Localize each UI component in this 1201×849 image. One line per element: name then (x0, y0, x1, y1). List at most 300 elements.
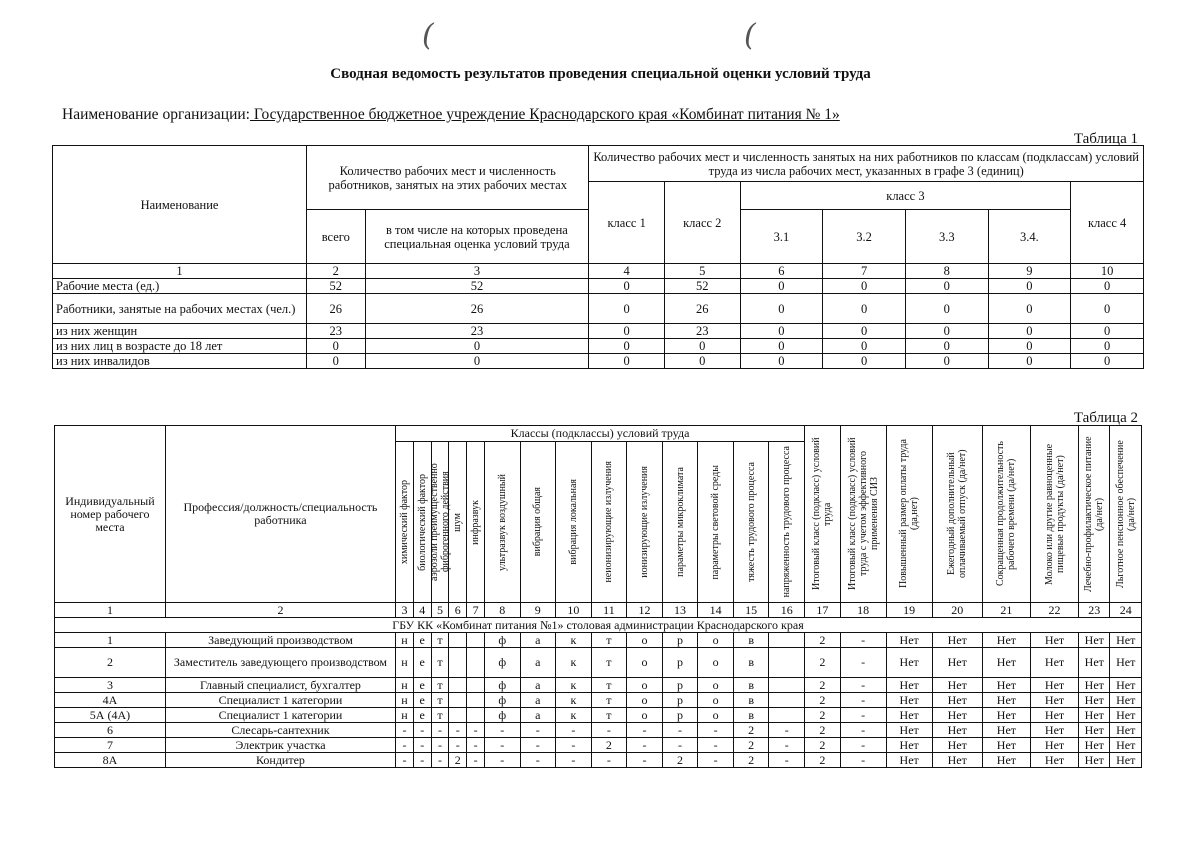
table2-cell: - (413, 738, 431, 753)
table1-head-class4: класс 4 (1071, 182, 1144, 264)
table1-cell: 52 (365, 279, 589, 294)
table2-cell: к (556, 693, 592, 708)
table1-cell: 26 (307, 294, 365, 324)
table2-profession: Специалист 1 категории (165, 693, 395, 708)
table2-workplace-no: 8А (55, 753, 166, 768)
table2-head-factor: тяжесть трудового процесса (733, 442, 769, 603)
table2-head-extra-4: Сокращенная продолжительность рабочего времени (да/нет) (982, 426, 1030, 603)
table2-cell: т (591, 678, 627, 693)
table1-cell: 0 (1071, 324, 1144, 339)
table1-cell: 0 (905, 279, 988, 294)
table2-colnum: 22 (1030, 603, 1078, 618)
table2-head-factor: неионизирующие излучения (591, 442, 627, 603)
page-title: Сводная ведомость результатов проведения специальной оценки условий труда (330, 66, 871, 82)
table2-cell: т (591, 648, 627, 678)
table1-head-group-a: Количество рабочих мест и численность работников, занятых на этих рабочих местах (307, 146, 589, 210)
table2-head-factor: биологический фактор (413, 442, 431, 603)
table2-head-extra-6: Лечебно-профилактическое питание (да/нет) (1079, 426, 1110, 603)
table2-cell: н (396, 693, 414, 708)
table2-cell: - (484, 738, 520, 753)
table2-cell: Нет (932, 648, 982, 678)
table2-head-factor: напряженность трудового процесса (769, 442, 805, 603)
table2-cell: - (769, 753, 805, 768)
table2-cell: Нет (1030, 738, 1078, 753)
table2-cell: - (413, 753, 431, 768)
table2-cell: - (556, 723, 592, 738)
table2-cell: - (556, 738, 592, 753)
table2-cell: - (591, 753, 627, 768)
table1-cell: 0 (307, 339, 365, 354)
punch-hole-mark: ( (422, 18, 434, 53)
table2-cell: Нет (1079, 693, 1110, 708)
table2-cell (449, 693, 467, 708)
table2-cell: ф (484, 648, 520, 678)
table2-cell: Нет (1079, 723, 1110, 738)
table2-cell (467, 633, 485, 648)
table2-cell: т (431, 693, 449, 708)
table2-cell: Нет (982, 708, 1030, 723)
table1-cell: 0 (589, 354, 665, 369)
table2-cell: Нет (1110, 648, 1142, 678)
table2-cell (769, 693, 805, 708)
table2-workplace-no: 1 (55, 633, 166, 648)
table2-cell: Нет (982, 678, 1030, 693)
table2-colnum: 20 (932, 603, 982, 618)
table1-cell: 0 (823, 279, 906, 294)
table1-head-class2: класс 2 (664, 182, 740, 264)
table2-colnum: 2 (165, 603, 395, 618)
table2-cell: - (396, 723, 414, 738)
table1-cell: 0 (988, 324, 1071, 339)
table1-colnum: 9 (988, 264, 1071, 279)
table2-caption: Таблица 2 (1073, 410, 1138, 426)
table1-colnum: 7 (823, 264, 906, 279)
table2-cell: Нет (932, 738, 982, 753)
table2-cell: р (662, 693, 698, 708)
table2-cell: р (662, 678, 698, 693)
table2-cell: е (413, 633, 431, 648)
table2-head-factor: параметры световой среды (698, 442, 734, 603)
table1-cell: 23 (307, 324, 365, 339)
table2-row (55, 693, 1142, 708)
table1-cell: 52 (307, 279, 365, 294)
table1-colnum: 8 (905, 264, 988, 279)
table2-cell: о (698, 678, 734, 693)
table2-cell: 2 (805, 738, 841, 753)
table2-cell: - (431, 738, 449, 753)
table2-cell: Нет (886, 723, 932, 738)
table2-cell: Нет (886, 753, 932, 768)
table1-colnum: 3 (365, 264, 589, 279)
table1-head-c34: 3.4. (988, 210, 1071, 264)
table1-colnum: 4 (589, 264, 665, 279)
table2-cell: - (396, 753, 414, 768)
table2-cell: а (520, 693, 556, 708)
table2-head-factor: ионизирующие излучения (627, 442, 663, 603)
table2-cell: Нет (932, 723, 982, 738)
table1-caption: Таблица 1 (1073, 131, 1138, 147)
table2-cell: 2 (733, 753, 769, 768)
table1-cell: 0 (589, 339, 665, 354)
table2-cell: ф (484, 693, 520, 708)
table2-head-factor: вибрация локальная (556, 442, 592, 603)
table2-row (55, 648, 1142, 678)
organization-line (62, 106, 840, 124)
table2-cell: - (520, 723, 556, 738)
table2-workplace-no: 6 (55, 723, 166, 738)
table2-cell: Нет (982, 738, 1030, 753)
table2-cell: Нет (982, 648, 1030, 678)
table2-head-extra-7: Льготное пенсионное обеспечение (да/нет) (1110, 426, 1142, 603)
table2-cell: 2 (805, 633, 841, 648)
table1-row (53, 339, 1144, 354)
table2-cell: в (733, 708, 769, 723)
table2-colnum: 11 (591, 603, 627, 618)
table2-cell: - (520, 753, 556, 768)
table1-cell: 0 (905, 294, 988, 324)
table1-cell: 0 (988, 279, 1071, 294)
table2-cell: Нет (1110, 723, 1142, 738)
table2-cell: р (662, 633, 698, 648)
table1-row-name: Рабочие места (ед.) (53, 279, 307, 294)
punch-hole-mark: ( (744, 18, 756, 53)
table1-cell: 0 (307, 354, 365, 369)
table2-cell: в (733, 678, 769, 693)
table2-cell: - (431, 753, 449, 768)
table2-cell: 2 (805, 708, 841, 723)
table2-cell: - (396, 738, 414, 753)
table1-cell: 0 (740, 324, 823, 339)
table1-cell: 0 (905, 354, 988, 369)
table2-head-factor: аэрозоли преимущественно фиброгенного действия (431, 442, 449, 603)
table2-cell: - (840, 678, 886, 693)
table2-cell: т (431, 708, 449, 723)
table2-cell: а (520, 708, 556, 723)
table1-head-c33: 3.3 (905, 210, 988, 264)
table2-workplace-no: 4А (55, 693, 166, 708)
table1-cell: 0 (823, 294, 906, 324)
table2-cell: Нет (1030, 753, 1078, 768)
table2-workplace-no: 3 (55, 678, 166, 693)
organization-label: Наименование организации: (62, 106, 250, 123)
organization-name: Государственное бюджетное учреждение Краснодарского края «Комбинат питания № 1» (249, 106, 840, 123)
table2-cell: - (449, 723, 467, 738)
table2-cell: Нет (932, 693, 982, 708)
table2-cell: - (840, 633, 886, 648)
table2-cell: - (520, 738, 556, 753)
table2-colnum: 10 (556, 603, 592, 618)
table2-colnum: 8 (484, 603, 520, 618)
table2-colnum: 18 (840, 603, 886, 618)
table2-workplace-no: 7 (55, 738, 166, 753)
table2-cell: т (591, 693, 627, 708)
table2-cell: - (431, 723, 449, 738)
table1-cell: 52 (664, 279, 740, 294)
table2-cell: 2 (733, 723, 769, 738)
table1-cell: 0 (664, 339, 740, 354)
table2-cell: 2 (805, 723, 841, 738)
table2-profession: Специалист 1 категории (165, 708, 395, 723)
table2-cell: т (431, 633, 449, 648)
table2-profession: Заведующий производством (165, 633, 395, 648)
table1-colnum: 2 (307, 264, 365, 279)
table2-cell (467, 678, 485, 693)
table2-cell: т (591, 708, 627, 723)
table2-cell: к (556, 648, 592, 678)
table2-row (55, 633, 1142, 648)
table2-colnum: 3 (396, 603, 414, 618)
table2-cell: Нет (1079, 633, 1110, 648)
table2-row (55, 723, 1142, 738)
table1-head-assessed: в том числе на которых проведена специальная оценка условий труда (365, 210, 589, 264)
table2-profession: Главный специалист, бухгалтер (165, 678, 395, 693)
table2-head-classes-group: Классы (подклассы) условий труда (396, 426, 805, 442)
table2-head-workplace-no: Индивидуальный номер рабочего места (55, 426, 166, 603)
table2-column-numbers (55, 603, 1142, 618)
table2-colnum: 9 (520, 603, 556, 618)
table2-cell: Нет (982, 633, 1030, 648)
table1-head-class3: класс 3 (740, 182, 1071, 210)
table2-row (55, 738, 1142, 753)
table2-cell: 2 (805, 648, 841, 678)
table2-row (55, 678, 1142, 693)
table1-row-name: Работники, занятые на рабочих местах (чел.) (53, 294, 307, 324)
table2-cell: е (413, 708, 431, 723)
table2-cell: о (698, 693, 734, 708)
table2-head-extra-3: Ежегодный дополнительный оплачиваемый отпуск (да/нет) (932, 426, 982, 603)
table1-cell: 0 (740, 279, 823, 294)
table1-row-name: из них инвалидов (53, 354, 307, 369)
table2-cell: 2 (591, 738, 627, 753)
table2-cell (467, 693, 485, 708)
table2-cell (769, 708, 805, 723)
table1-head-group-b: Количество рабочих мест и численность занятых на них работников по классам (подклассам) условий труда из числа рабочих мест, указанных в графе 3 (единиц) (589, 146, 1144, 182)
table2-row (55, 753, 1142, 768)
table2-cell: Нет (982, 693, 1030, 708)
table1-row (53, 354, 1144, 369)
table2-cell: Нет (1079, 708, 1110, 723)
table2-cell: Нет (932, 678, 982, 693)
table2-cell: Нет (1110, 753, 1142, 768)
table2-cell: 2 (805, 753, 841, 768)
table2-cell: Нет (982, 723, 1030, 738)
table1-cell: 0 (905, 324, 988, 339)
table2-head-factor: химический фактор (396, 442, 414, 603)
table2-cell: Нет (1110, 738, 1142, 753)
table2-cell: о (698, 633, 734, 648)
table2-head-factor: инфразвук (467, 442, 485, 603)
table2-cell: - (840, 738, 886, 753)
table2-cell: н (396, 678, 414, 693)
table1-cell: 0 (589, 294, 665, 324)
table2-colnum: 14 (698, 603, 734, 618)
table2-cell: Нет (886, 738, 932, 753)
table2-cell: о (627, 678, 663, 693)
table2-cell: - (840, 648, 886, 678)
table1-row-name: из них женщин (53, 324, 307, 339)
table2-cell: - (662, 723, 698, 738)
table2-cell: р (662, 708, 698, 723)
table2-cell: - (840, 753, 886, 768)
table2-cell: Нет (886, 648, 932, 678)
table2-profession: Электрик участка (165, 738, 395, 753)
table2-cell: н (396, 633, 414, 648)
table2-cell: Нет (1030, 723, 1078, 738)
table2-cell: - (627, 753, 663, 768)
table1-cell: 0 (905, 339, 988, 354)
table2-cell: 2 (805, 693, 841, 708)
table1-row (53, 279, 1144, 294)
table2-cell: о (698, 708, 734, 723)
table2-cell: Нет (1030, 708, 1078, 723)
table2-cell: 2 (805, 678, 841, 693)
table2-cell: Нет (886, 708, 932, 723)
table2-cell: Нет (1030, 633, 1078, 648)
table2-cell (769, 678, 805, 693)
table2-head-extra-1: Итоговый класс (подкласс) условий труда с учетом эффективного применения СИЗ (840, 426, 886, 603)
table2-colnum: 1 (55, 603, 166, 618)
table1-cell: 0 (1071, 339, 1144, 354)
table1-head-name: Наименование (53, 146, 307, 264)
table1-cell: 0 (823, 339, 906, 354)
table2-cell: - (627, 738, 663, 753)
table1-row-name: из них лиц в возрасте до 18 лет (53, 339, 307, 354)
table2-colnum: 19 (886, 603, 932, 618)
table2-workplace-no: 2 (55, 648, 166, 678)
table2-cell: Нет (1110, 693, 1142, 708)
table2-cell: - (556, 753, 592, 768)
table2-cell: - (698, 738, 734, 753)
table2-cell: - (698, 723, 734, 738)
table1-cell: 0 (589, 324, 665, 339)
table2-cell (467, 648, 485, 678)
table2-cell: - (484, 753, 520, 768)
table2-cell (449, 708, 467, 723)
table2-cell: - (840, 693, 886, 708)
table2-cell: о (627, 648, 663, 678)
table2-cell: а (520, 648, 556, 678)
table2-cell: - (840, 708, 886, 723)
table1-head-c31: 3.1 (740, 210, 823, 264)
table2-head-profession: Профессия/должность/специальность работника (165, 426, 395, 603)
table2-cell: Нет (1110, 633, 1142, 648)
table1-row (53, 324, 1144, 339)
table2-head-factor: параметры микроклимата (662, 442, 698, 603)
table2-cell: о (627, 633, 663, 648)
table2-colnum: 24 (1110, 603, 1142, 618)
table1-cell: 0 (740, 354, 823, 369)
table2-cell: - (591, 723, 627, 738)
table2-colnum: 6 (449, 603, 467, 618)
table2-colnum: 7 (467, 603, 485, 618)
table2-cell: о (698, 648, 734, 678)
table2-cell: Нет (1079, 753, 1110, 768)
table2-cell: 2 (449, 753, 467, 768)
table2-colnum: 23 (1079, 603, 1110, 618)
table2-profession: Слесарь-сантехник (165, 723, 395, 738)
table2-head-factor: ультразвук воздушный (484, 442, 520, 603)
table2-cell: е (413, 693, 431, 708)
table2-cell: т (431, 678, 449, 693)
table2-head-extra-5: Молоко или другие равноценные пищевые продукты (да/нет) (1030, 426, 1078, 603)
table2-colnum: 17 (805, 603, 841, 618)
table2-cell: Нет (1079, 738, 1110, 753)
table2-cell: к (556, 708, 592, 723)
table2-cell: в (733, 633, 769, 648)
table1-cell: 0 (664, 354, 740, 369)
table2-head-extra-2: Повышенный размер оплаты труда (да,нет) (886, 426, 932, 603)
table2-cell: в (733, 648, 769, 678)
table2-cell: Нет (1079, 678, 1110, 693)
table2-cell (449, 633, 467, 648)
table2-profession: Заместитель заведующего производством (165, 648, 395, 678)
table1-cell: 0 (740, 339, 823, 354)
table2-colnum: 16 (769, 603, 805, 618)
table1-cell: 0 (365, 339, 589, 354)
table2-cell: к (556, 678, 592, 693)
table2-cell: 2 (733, 738, 769, 753)
table2-cell: - (840, 723, 886, 738)
table2-cell: н (396, 708, 414, 723)
table2-cell: н (396, 648, 414, 678)
table2-cell: а (520, 633, 556, 648)
table1-colnum: 10 (1071, 264, 1144, 279)
table2-cell: Нет (932, 633, 982, 648)
table1-cell: 23 (365, 324, 589, 339)
table2-profession: Кондитер (165, 753, 395, 768)
table2-cell (449, 678, 467, 693)
table2-cell: Нет (982, 753, 1030, 768)
table2-cell: Нет (1110, 678, 1142, 693)
table2-cell: 2 (662, 753, 698, 768)
table1-cell: 0 (823, 324, 906, 339)
table2-cell: т (591, 633, 627, 648)
table2-cell: а (520, 678, 556, 693)
table2-cell: Нет (1079, 648, 1110, 678)
table2-colnum: 12 (627, 603, 663, 618)
table2-cell: Нет (886, 633, 932, 648)
table2-row (55, 708, 1142, 723)
table1-cell: 0 (365, 354, 589, 369)
table2-cell: Нет (1110, 708, 1142, 723)
table2-colnum: 13 (662, 603, 698, 618)
table1-cell: 0 (988, 354, 1071, 369)
table2-cell: к (556, 633, 592, 648)
table1-cell: 0 (988, 339, 1071, 354)
table2-section-title: ГБУ КК «Комбинат питания №1» столовая администрации Краснодарского края (55, 618, 1142, 633)
table2-cell: е (413, 678, 431, 693)
table2-cell: Нет (932, 753, 982, 768)
table2-cell: - (467, 753, 485, 768)
table2-cell: т (431, 648, 449, 678)
table2-cell: Нет (1030, 648, 1078, 678)
table2-cell: ф (484, 708, 520, 723)
table2-cell: Нет (886, 678, 932, 693)
table2-cell: о (627, 693, 663, 708)
table2-colnum: 5 (431, 603, 449, 618)
table1-cell: 0 (1071, 279, 1144, 294)
table2-head-extra-0: Итоговый класс (подкласс) условий труда (805, 426, 841, 603)
table1-colnum: 6 (740, 264, 823, 279)
table2-cell: Нет (932, 708, 982, 723)
table2-cell: - (467, 723, 485, 738)
table2-cell (769, 633, 805, 648)
table2-workplace-no: 5А (4А) (55, 708, 166, 723)
table2-head-factor: шум (449, 442, 467, 603)
table2-cell: - (467, 738, 485, 753)
table2-head-factor: вибрация общая (520, 442, 556, 603)
table2-cell: - (413, 723, 431, 738)
